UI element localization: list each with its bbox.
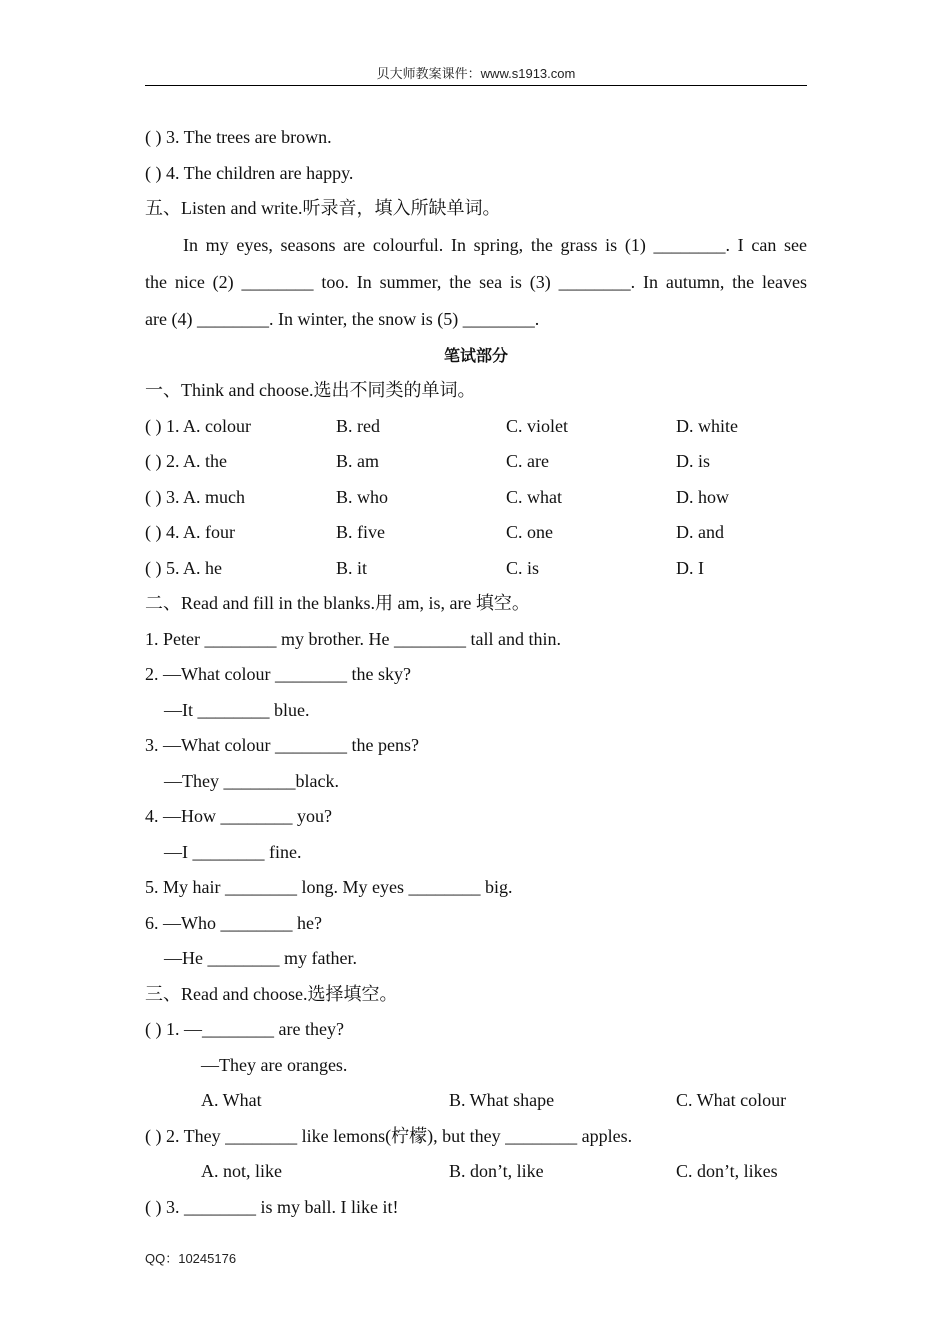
fill-line-3-answer: —They ________black. bbox=[164, 770, 339, 791]
fill-line-1: 1. Peter ________ my brother. He ________ tall and thin. bbox=[145, 628, 561, 649]
choice-a: ( ) 3. A. much bbox=[145, 486, 245, 507]
choice-c: C. what bbox=[506, 486, 562, 507]
choice-c: C. is bbox=[506, 557, 540, 578]
mc-question-2: ( ) 2. They ________ like lemons(柠檬), but they ________ apples. bbox=[145, 1125, 633, 1146]
choose-row-4 bbox=[145, 515, 807, 551]
choice-a: ( ) 1. A. colour bbox=[145, 415, 251, 436]
choice-d: D. white bbox=[676, 415, 738, 436]
choose-row-2 bbox=[145, 444, 807, 480]
choice-a: ( ) 2. A. the bbox=[145, 451, 227, 471]
page-footer: QQ：10245176 bbox=[145, 1251, 237, 1266]
mc-question-1-answer: —They are oranges. bbox=[201, 1054, 348, 1075]
option-c: C. What colour bbox=[676, 1090, 787, 1110]
mc-question-2-options bbox=[145, 1154, 807, 1190]
choose-row-3 bbox=[145, 480, 807, 516]
choice-b: B. five bbox=[336, 522, 385, 542]
option-b: B. What shape bbox=[449, 1090, 555, 1110]
section5-title: 五、Listen and write.听录音，填入所缺单词。 bbox=[145, 198, 501, 218]
option-c: C. don’t, likes bbox=[676, 1161, 778, 1181]
choice-c: C. violet bbox=[506, 415, 568, 436]
choice-c: C. one bbox=[506, 522, 553, 542]
choice-d: D. I bbox=[676, 557, 704, 578]
choice-a: ( ) 4. A. four bbox=[145, 522, 235, 542]
passage-line-2: the nice (2) ________ too. In summer, the sea is (3) ________. In autumn, the leaves bbox=[145, 271, 807, 292]
choice-b: B. it bbox=[336, 557, 368, 578]
option-b: B. don’t, like bbox=[449, 1161, 544, 1181]
section1-title: 一、Think and choose.选出不同类的单词。 bbox=[145, 380, 476, 400]
choice-d: D. is bbox=[676, 451, 711, 471]
option-a: A. not, like bbox=[201, 1161, 282, 1181]
header-divider bbox=[145, 85, 807, 86]
choice-b: B. red bbox=[336, 415, 380, 436]
choose-row-1 bbox=[145, 409, 807, 445]
passage-line-3: are (4) ________. In winter, the snow is (5) ________. bbox=[145, 308, 540, 329]
fill-line-3: 3. —What colour ________ the pens? bbox=[145, 735, 419, 755]
choice-c: C. are bbox=[506, 451, 549, 471]
fill-line-4-answer: —I ________ fine. bbox=[164, 841, 302, 862]
fill-line-2-answer: —It ________ blue. bbox=[164, 699, 310, 720]
mc-question-1: ( ) 1. —________ are they? bbox=[145, 1019, 344, 1039]
mc-question-1-options bbox=[145, 1083, 807, 1119]
fill-line-6: 6. —Who ________ he? bbox=[145, 912, 322, 933]
page-header: 贝大师教案课件：www.s1913.com bbox=[376, 66, 576, 81]
listening-item-3: ( ) 3. The trees are brown. bbox=[145, 127, 332, 147]
choice-d: D. and bbox=[676, 522, 724, 542]
fill-line-2: 2. —What colour ________ the sky? bbox=[145, 664, 411, 684]
passage-line-1: In my eyes, seasons are colourful. In spring, the grass is (1) ________. I can see bbox=[183, 234, 807, 255]
mc-question-3: ( ) 3. ________ is my ball. I like it! bbox=[145, 1196, 399, 1217]
section3-title: 三、Read and choose.选择填空。 bbox=[145, 983, 398, 1004]
fill-line-6-answer: —He ________ my father. bbox=[164, 948, 357, 968]
page-content bbox=[145, 120, 807, 1225]
choice-b: B. am bbox=[336, 451, 379, 471]
choice-b: B. who bbox=[336, 486, 389, 507]
listening-item-4: ( ) 4. The children are happy. bbox=[145, 162, 354, 183]
written-part-title: 笔试部分 bbox=[443, 345, 508, 365]
fill-line-4: 4. —How ________ you? bbox=[145, 806, 332, 826]
choice-d: D. how bbox=[676, 486, 729, 507]
choice-a: ( ) 5. A. he bbox=[145, 557, 222, 578]
choose-row-5 bbox=[145, 551, 807, 587]
option-a: A. What bbox=[201, 1090, 262, 1110]
fill-line-5: 5. My hair ________ long. My eyes ________ big. bbox=[145, 877, 513, 897]
section2-title: 二、Read and fill in the blanks.用 am, is, are 填空。 bbox=[145, 593, 530, 613]
